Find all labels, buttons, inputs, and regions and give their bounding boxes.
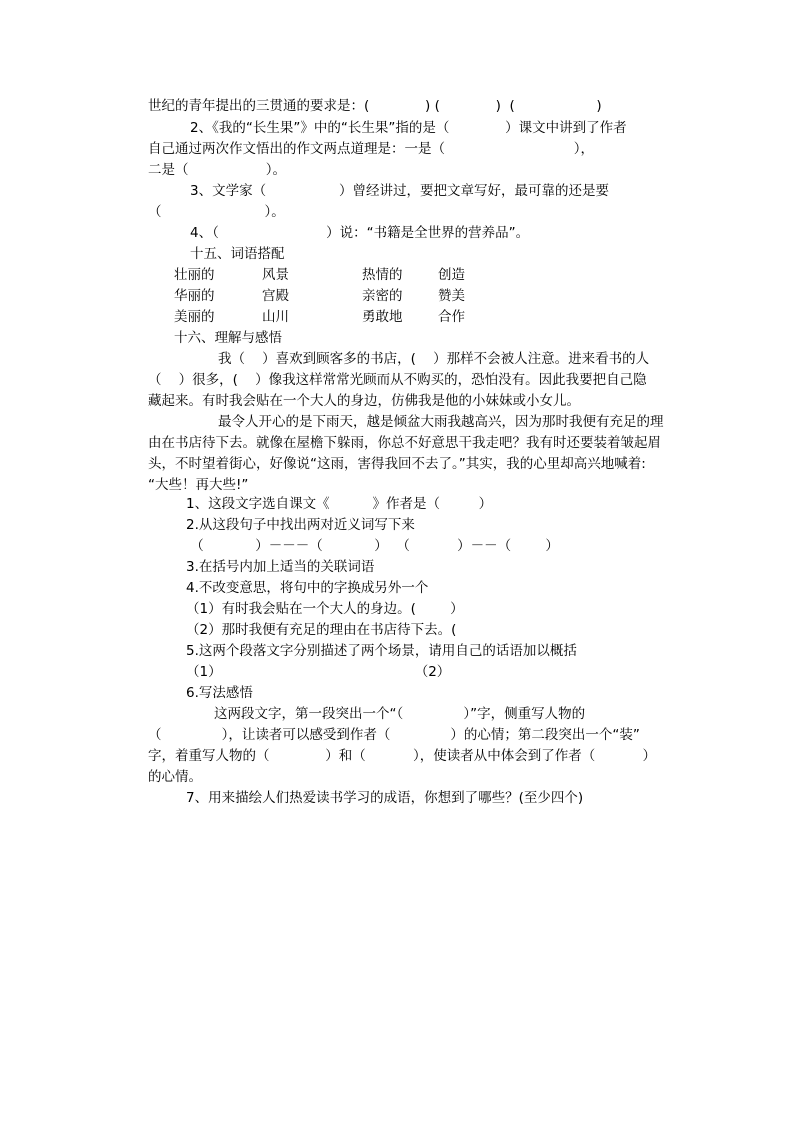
question-3: 3.在括号内加上适当的关联词语 (186, 559, 375, 575)
match-word: 壮丽的 (174, 267, 215, 283)
fill-line-2: 2、《我的“长生果”》中的“长生果”指的是（ ）课文中讲到了作者 (190, 120, 627, 136)
question-4: 4.不改变意思，将句中的字换成另外一个 (186, 580, 429, 596)
question-1: 1、这段文字选自课文《 》作者是（ ） (186, 496, 493, 512)
fill-line-7: 4、（ ）说：“书籍是全世界的营养品”。 (190, 225, 530, 241)
question-2: 2.从这段句子中找出两对近义词写下来 (186, 517, 415, 533)
match-word: 勇敢地 (362, 309, 403, 325)
match-word: 华丽的 (174, 288, 215, 304)
passage-line: （ ）很多，( ）像我这样常常光顾而从不购买的，恐怕没有。因此我要把自己隐 (148, 372, 647, 388)
sense-line: 这两段文字，第一段突出一个“（ ）”字，侧重写人物的 (214, 706, 586, 722)
sense-line: 字，着重写人物的（ ）和（ ），使读者从中体会到了作者（ ） (148, 748, 656, 764)
passage-line: “大些！再大些!” (148, 477, 249, 493)
match-word: 亲密的 (362, 288, 403, 304)
passage-line: 我（ ）喜欢到顾客多的书店，( ）那样不会被人注意。进来看书的人 (218, 351, 650, 367)
match-word: 美丽的 (174, 309, 215, 325)
question-5: 5.这两个段落文字分别描述了两个场景，请用自己的话语加以概括 (186, 643, 577, 659)
sense-line: 的心情。 (148, 769, 202, 785)
match-word: 创造 (438, 267, 465, 283)
question-5-answer-line: （1） （2） (186, 664, 451, 680)
passage-line: 由在书店待下去。就像在屋檐下躲雨，你总不好意思干我走吧？我有时还要装着皱起眉 (148, 435, 661, 451)
match-word: 热情的 (362, 267, 403, 283)
match-word: 山川 (262, 309, 289, 325)
question-4-item-1: （1）有时我会贴在一个大人的身边。( ） (186, 601, 464, 617)
match-word: 合作 (438, 309, 465, 325)
fill-line-1: 世纪的青年提出的三贯通的要求是：( ) ( ) ( ) (148, 98, 602, 114)
match-word: 赞美 (438, 288, 465, 304)
question-7: 7、用来描绘人们热爱读书学习的成语，你想到了哪些？(至少四个) (186, 790, 584, 806)
fill-line-3: 自己通过两次作文悟出的作文两点道理是：一是（ ）， (148, 141, 594, 157)
section-15-title: 十五、词语搭配 (190, 246, 285, 262)
match-word: 宫殿 (262, 288, 289, 304)
fill-line-6: （ ）。 (148, 204, 285, 220)
match-word: 风景 (262, 267, 289, 283)
question-6: 6.写法感悟 (186, 685, 253, 701)
passage-line: 最令人开心的是下雨天，越是倾盆大雨我越高兴，因为那时我便有充足的理 (218, 414, 664, 430)
passage-line: 藏起来。有时我会贴在一个大人的身边，仿佛我是他的小妹妹或小女儿。 (148, 393, 580, 409)
sense-line: （ ），让读者可以感受到作者（ ）的心情；第二段突出一个“装” (148, 727, 640, 743)
passage-line: 头，不时望着街心，好像说“这雨，害得我回不去了。”其实，我的心里却高兴地喊着: (148, 456, 646, 472)
question-2-answer-line: （ ）－－－（ ） （ ）－－（ ） (186, 538, 559, 554)
fill-line-5: 3、文学家（ ）曾经讲过，要把文章写好，最可靠的还是要 (190, 183, 610, 199)
fill-line-4: 二是（ ）。 (148, 162, 286, 178)
section-16-title: 十六、理解与感悟 (174, 330, 282, 346)
question-4-item-2: （2）那时我便有充足的理由在书店待下去。( (186, 622, 457, 638)
